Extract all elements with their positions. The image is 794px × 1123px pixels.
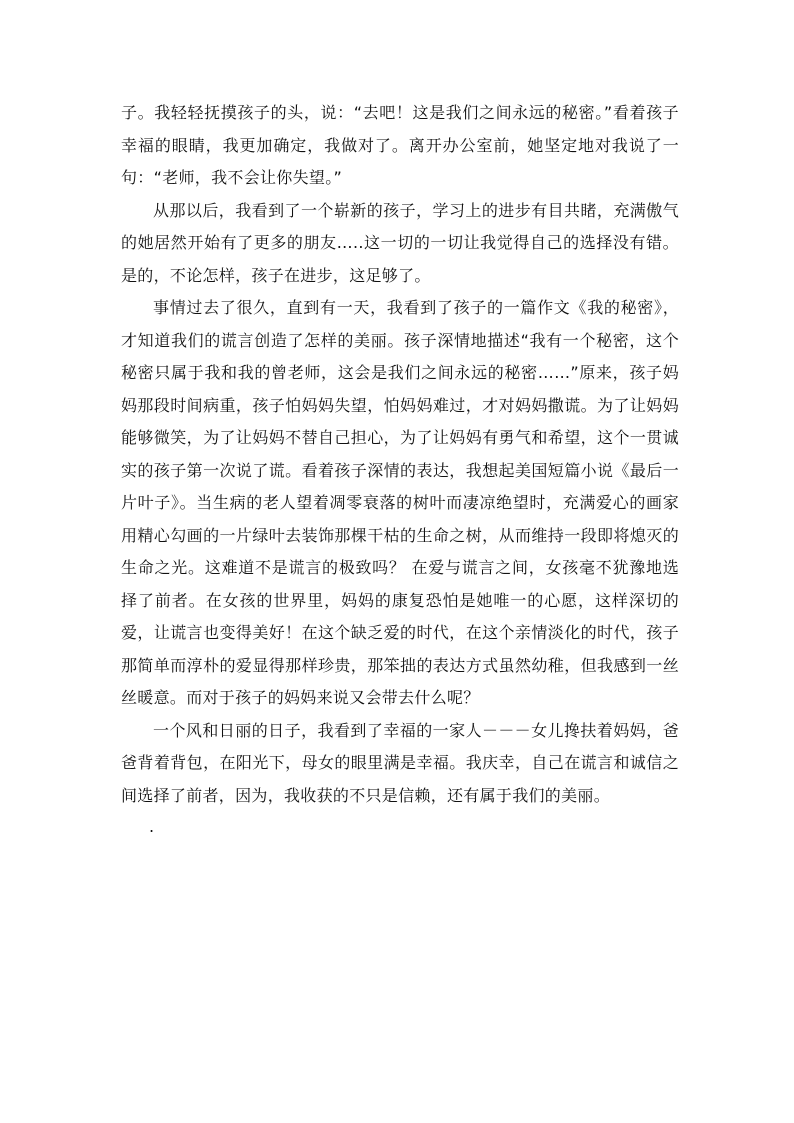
paragraph-5-trailing-dot: . [149, 817, 155, 836]
document-body [121, 97, 679, 842]
paragraph-4: 一个风和日丽的日子，我看到了幸福的一家人－－－女儿搀扶着妈妈，爸爸背着背包，在阳光下，母女的眼里满是幸福。我庆幸，自己在谎言和诚信之间选择了前者，因为，我收获的不只是信赖，还有属于我们的美丽。 [121, 720, 679, 805]
paragraph-2: 从那以后，我看到了一个崭新的孩子，学习上的进步有目共睹，充满傲气的她居然开始有了更多的朋友…..这一切的一切让我觉得自己的选择没有错。是的，不论怎样，孩子在进步，这足够了。 [121, 200, 679, 285]
paragraph-3: 事情过去了很久，直到有一天，我看到了孩子的一篇作文《我的秘密》，才知道我们的谎言创造了怎样的美丽。孩子深情地描述“我有一个秘密，这个秘密只属于我和我的曾老师，这会是我们之间永远的秘密……”原来，孩子妈妈那段时间病重，孩子怕妈妈失望，怕妈妈难过，才对妈妈撒谎。为了让妈妈能够微笑，为了让妈妈不替自己担心，为了让妈妈有勇气和希望，这个一贯诚实的孩子第一次说了谎。看着孩子深情的表达，我想起美国短篇小说《最后一片叶子》。当生病的老人望着凋零衰落的树叶而凄凉绝望时，充满爱心的画家用精心勾画的一片绿叶去装饰那棵干枯的生命之树，从而维持一段即将熄灭的生命之光。这难道不是谎言的极致吗？ 在爱与谎言之间，女孩毫不犹豫地选择了前者。在女孩的世界里，妈妈的康复恐怕是她唯一的心愿，这样深切的爱，让谎言也变得美好！在这个缺乏爱的时代，在这个亲情淡化的时代，孩子那简单而淳朴的爱显得那样珍贵，那笨拙的表达方式虽然幼稚，但我感到一丝丝暖意。而对于孩子的妈妈来说又会带去什么呢？ [121, 298, 679, 707]
paragraph-1: 子。我轻轻抚摸孩子的头，说：“去吧！这是我们之间永远的秘密。”看着孩子幸福的眼睛，我更加确定，我做对了。离开办公室前，她坚定地对我说了一句：“老师，我不会让你失望。” [121, 103, 679, 187]
